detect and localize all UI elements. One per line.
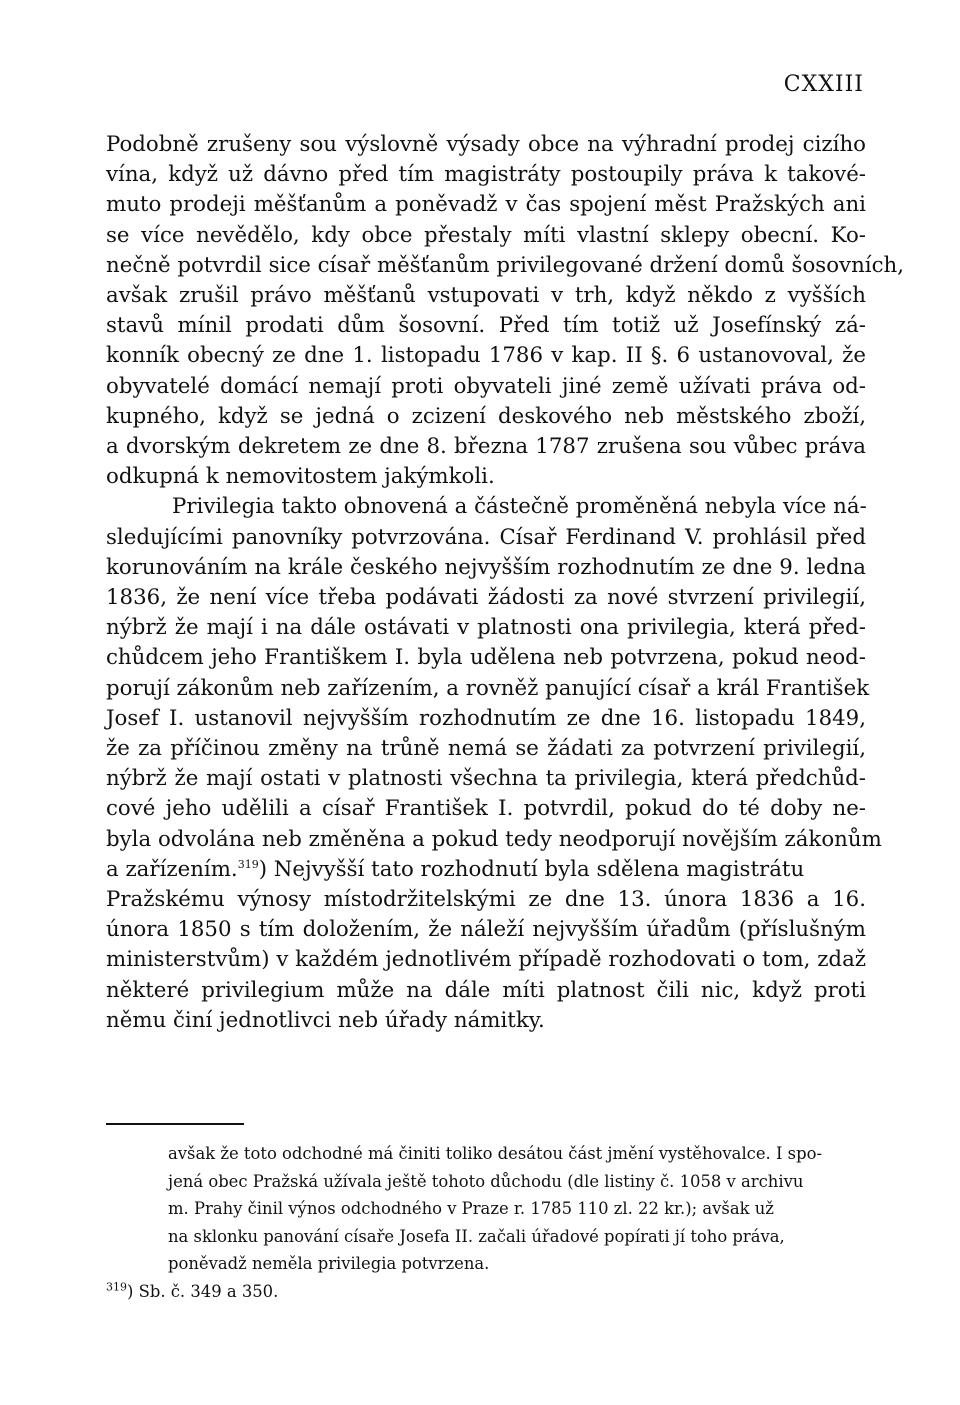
footnote-reference-close: )	[258, 856, 268, 882]
text-line: Josef I. ustanovil nejvyšším rozhodnutím ze dne 16. listopadu 1849,	[106, 705, 866, 731]
page-number: CXXIII	[783, 72, 864, 97]
text-line: chůdcem jeho Františkem I. byla udělena neb potvrzena, pokud neod-	[106, 645, 866, 671]
footnote-reference[interactable]: 319	[237, 857, 259, 871]
text-fragment: Nejvyšší tato rozhodnutí byla sdělena magistrátu	[273, 856, 805, 882]
footnote-number: 319	[106, 1280, 127, 1294]
text-line: stavů mínil prodati dům šosovní. Před tím totiž už Josefínský zá-	[106, 313, 866, 339]
footnote-line: avšak že toto odchodné má činiti toliko desátou část jmění vystěhovalce. I spo-	[168, 1144, 822, 1163]
footnote-line: m. Prahy činil výnos odchodného v Praze r. 1785 110 zl. 22 kr.); avšak už	[168, 1199, 774, 1218]
text-line: avšak zrušil právo měšťanů vstupovati v trh, když někdo z vyšších	[106, 283, 866, 309]
footnotes	[106, 1140, 862, 1305]
text-line: 1836, že není více třeba podávati žádosti za nové stvrzení privilegií,	[106, 585, 866, 611]
text-line: kupného, když se jedná o zcizení deskového neb městského zboží,	[106, 403, 866, 429]
footnote-divider	[106, 1123, 244, 1125]
text-line: Pražskému výnosy místodržitelskými ze dne 13. února 1836 a 16.	[106, 887, 866, 913]
text-line: sledujícími panovníky potvrzována. Císař Ferdinand V. prohlásil před	[106, 524, 866, 550]
text-line: porují zákonům neb zařízením, a rovněž panující císař a král František	[106, 675, 870, 701]
text-line: že za příčinou změny na trůně nemá se žádati za potvrzení privilegií,	[106, 736, 866, 762]
text-line: nýbrž že mají i na dále ostávati v platnosti ona privilegia, která před-	[106, 615, 866, 641]
text-line-with-footnote-ref	[106, 855, 866, 885]
text-line: Privilegia takto obnovená a částečně proměněná nebyla více ná-	[172, 494, 867, 520]
text-line: byla odvolána neb změněna a pokud tedy neodporují novějším zákonům	[106, 826, 882, 852]
footnote-line: jená obec Pražská užívala ještě tohoto důchodu (dle listiny č. 1058 v archivu	[168, 1171, 804, 1191]
text-line: cové jeho udělili a císař František I. potvrdil, pokud do té doby ne-	[106, 796, 866, 822]
text-line: Podobně zrušeny sou výslovně výsady obce na výhradní prodej cizího	[106, 132, 866, 157]
text-line: obyvatelé domácí nemají proti obyvateli jiné země užívati práva od-	[106, 373, 866, 399]
text-line: nýbrž že mají ostati v platnosti všechna ta privilegia, která předchůd-	[106, 766, 866, 792]
text-line: nečně potvrdil sice císař měšťanům privilegované držení domů šosovních,	[106, 252, 905, 278]
main-text	[106, 130, 905, 1036]
text-line: muto prodeji měšťanům a poněvadž v čas spojení měst Pražských ani	[106, 192, 866, 218]
text-line: němu činí jednotlivci neb úřady námitky.	[106, 1007, 545, 1033]
text-line: vína, když už dávno před tím magistráty postoupily práva k takové-	[106, 162, 866, 188]
footnote-entry-text: ) Sb. č. 349 a 350.	[127, 1281, 279, 1301]
text-line: se více nevědělo, kdy obce přestaly míti vlastní sklepy obecní. Ko-	[106, 222, 866, 248]
footnote-entry	[106, 1278, 862, 1306]
text-line: odkupná k nemovitostem jakýmkoli.	[106, 464, 495, 490]
text-line: února 1850 s tím doložením, že náleží nejvyšším úřadům (příslušným	[106, 917, 866, 943]
text-fragment: a zařízením.	[106, 856, 238, 882]
text-line: konník obecný ze dne 1. listopadu 1786 v kap. II §. 6 ustanovoval, že	[106, 343, 866, 369]
text-line: korunováním na krále českého nejvyšším rozhodnutím ze dne 9. ledna	[106, 554, 866, 580]
footnote-line: poněvadž neměla privilegia potvrzena.	[168, 1254, 490, 1273]
text-line: některé privilegium může na dále míti platnost čili nic, když proti	[106, 977, 866, 1003]
text-line: a dvorským dekretem ze dne 8. března 1787 zrušena sou vůbec práva	[106, 434, 866, 460]
text-line: ministerstvům) v každém jednotlivém případě rozhodovati o tom, zdaž	[106, 947, 866, 973]
footnote-line: na sklonku panování císaře Josefa II. začali úřadové popírati jí toho práva,	[168, 1226, 785, 1246]
